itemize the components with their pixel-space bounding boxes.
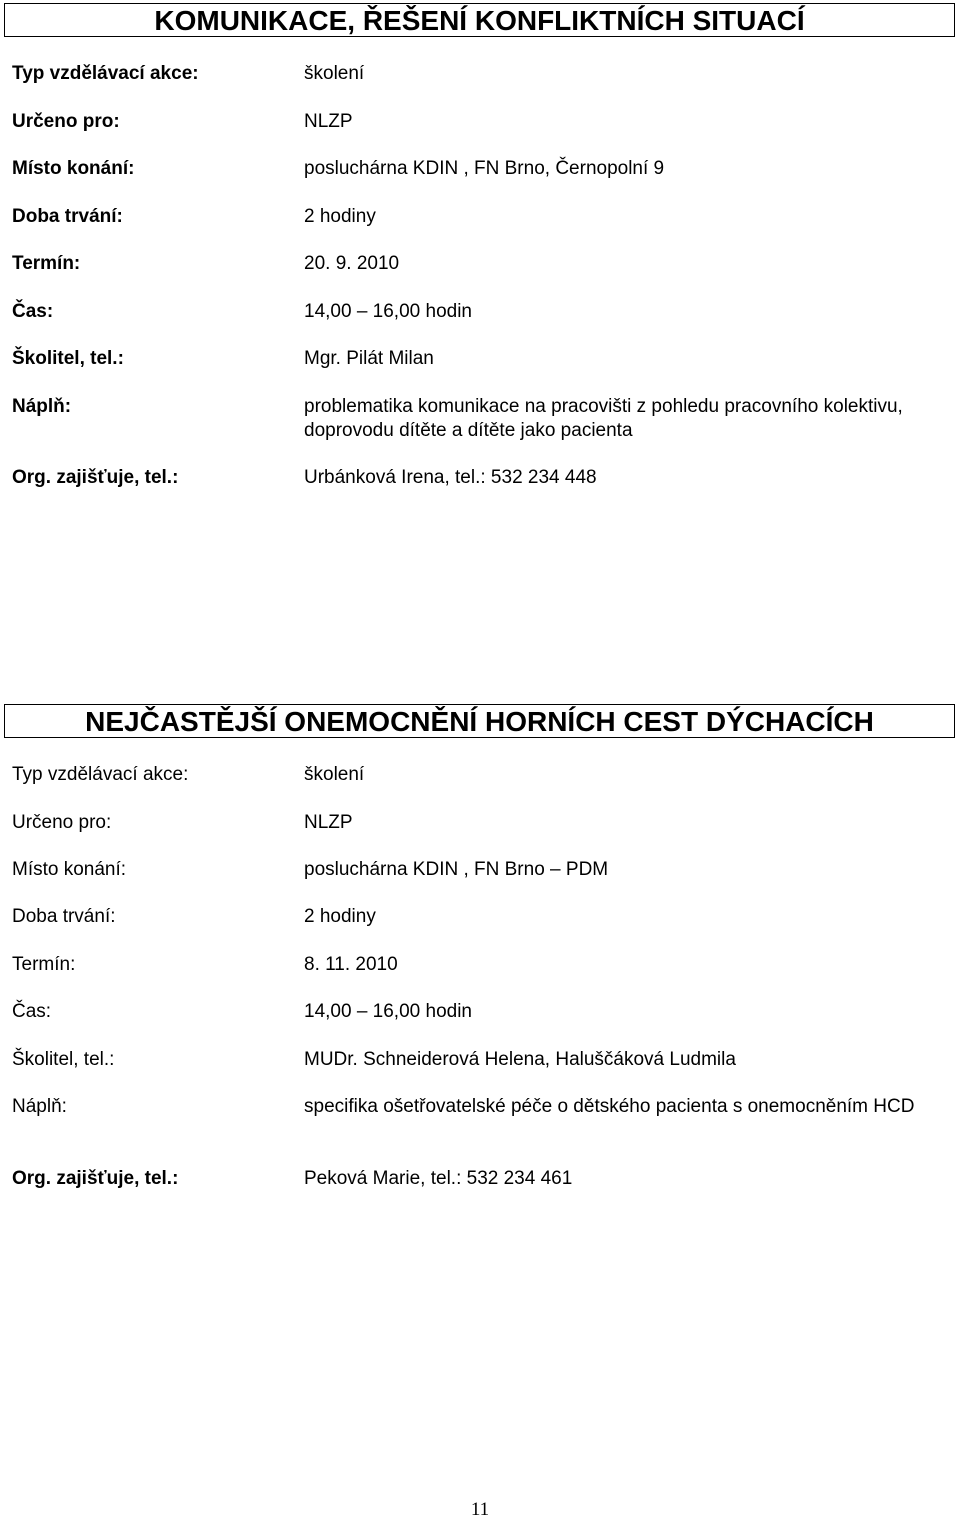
type-label: Typ vzdělávací akce: (12, 63, 199, 84)
place-label: Místo konání: (12, 158, 135, 179)
content-label: Náplň: (12, 396, 72, 417)
target-group-label: Určeno pro: (12, 111, 120, 132)
type-value: školení (304, 63, 365, 84)
place-value: posluchárna KDIN , FN Brno – PDM (304, 859, 609, 880)
course-title: NEJČASTĚJŠÍ ONEMOCNĚNÍ HORNÍCH CEST DÝCHACÍCH (4, 704, 955, 738)
time-label: Čas: (12, 1001, 52, 1022)
place-label: Místo konání: (12, 859, 127, 880)
course-title: KOMUNIKACE, ŘEŠENÍ KONFLIKTNÍCH SITUACÍ (4, 3, 955, 37)
duration-label: Doba trvání: (12, 906, 116, 927)
target-group-value: NLZP (304, 111, 353, 132)
date-label: Termín: (12, 954, 76, 975)
duration-value: 2 hodiny (304, 206, 376, 227)
type-label: Typ vzdělávací akce: (12, 764, 189, 785)
date-value: 20. 9. 2010 (304, 253, 400, 274)
target-group-value: NLZP (304, 812, 353, 833)
lecturer-label: Školitel, tel.: (12, 1049, 115, 1070)
content-label: Náplň: (12, 1096, 67, 1117)
date-label: Termín: (12, 253, 81, 274)
time-label: Čas: (12, 301, 54, 322)
content-value: specifika ošetřovatelské péče o dětského pacienta s onemocněním HCD (304, 1096, 915, 1117)
organizer-value: Peková Marie, tel.: 532 234 461 (304, 1168, 573, 1189)
time-value: 14,00 – 16,00 hodin (304, 1001, 472, 1022)
lecturer-value: Mgr. Pilát Milan (304, 348, 434, 369)
content-value: problematika komunikace na pracovišti z pohledu pracovního kolektivu, doprovodu dítěte a dítěte jako pacienta (304, 396, 903, 441)
duration-label: Doba trvání: (12, 206, 123, 227)
duration-value: 2 hodiny (304, 906, 376, 927)
organizer-label: Org. zajišťuje, tel.: (12, 1168, 179, 1189)
date-value: 8. 11. 2010 (304, 954, 398, 975)
lecturer-value: MUDr. Schneiderová Helena, Haluščáková Ludmila (304, 1049, 736, 1070)
organizer-label: Org. zajišťuje, tel.: (12, 467, 179, 488)
organizer-value: Urbánková Irena, tel.: 532 234 448 (304, 467, 597, 488)
page-number: 11 (470, 1499, 490, 1520)
type-value: školení (304, 764, 365, 785)
place-value: posluchárna KDIN , FN Brno, Černopolní 9 (304, 158, 665, 179)
target-group-label: Určeno pro: (12, 812, 112, 833)
time-value: 14,00 – 16,00 hodin (304, 301, 472, 322)
lecturer-label: Školitel, tel.: (12, 348, 124, 369)
